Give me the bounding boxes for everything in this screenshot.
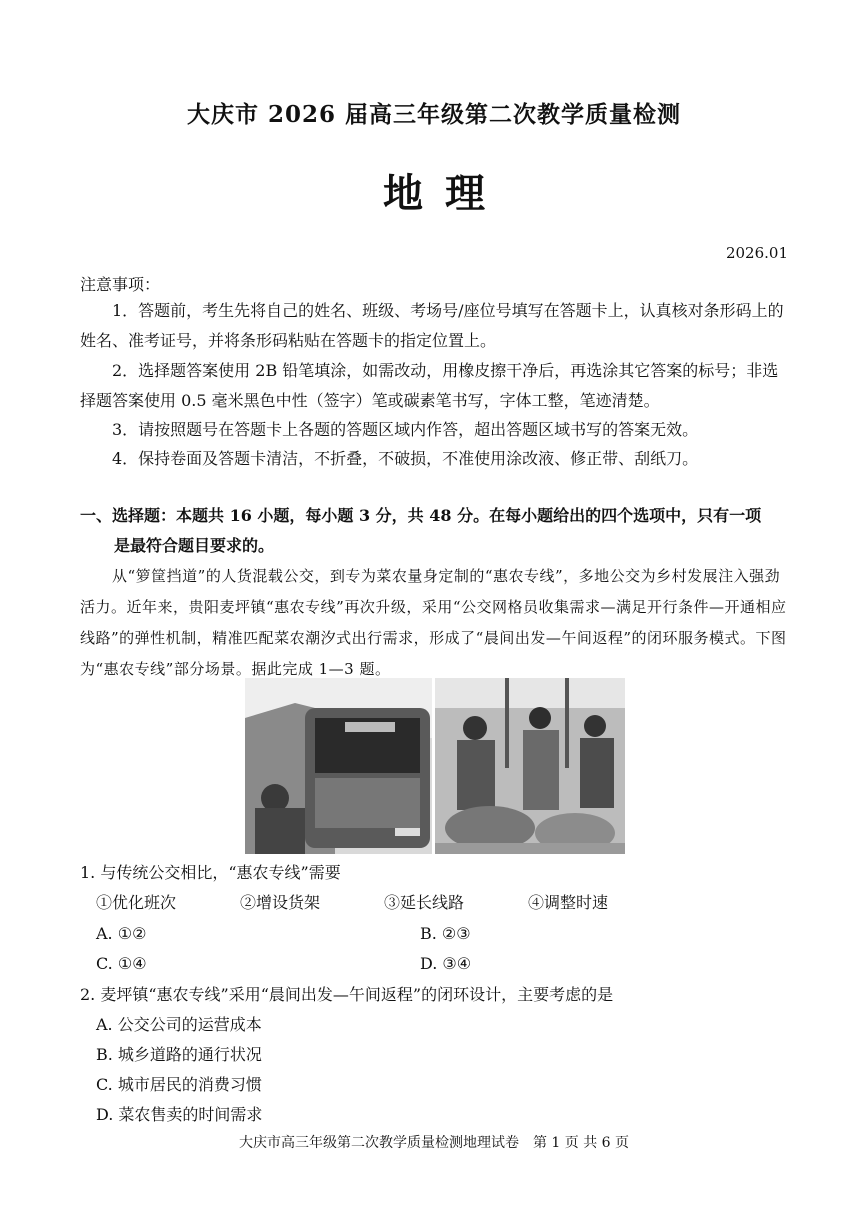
question-2-option-d: D. 菜农售卖的时间需求 bbox=[96, 1105, 263, 1124]
note-item: 4．保持卷面及答题卡清洁，不折叠，不破损，不准使用涂改液、修正带、刮纸刀。 bbox=[112, 449, 699, 468]
question-1-stem: 1. 与传统公交相比，“惠农专线”需要 bbox=[80, 863, 341, 882]
material-intro: 从“箩筐挡道”的人货混载公交，到专为菜农量身定制的“惠农专线”，多地公交为乡村发展注入强劲活力。近年来，贵阳麦坪镇“惠农专线”再次升级，采用“公交网格员收集需求—满足开行条件—开通相应线路”的弹性机制，精准匹配菜农潮汐式出行需求，形成了“晨间出发—午间返程”的闭环服务模式。下图为“惠农专线”部分场景。据此完成 1—3 题。 bbox=[80, 567, 787, 678]
question-2-option-c: C. 城市居民的消费习惯 bbox=[96, 1075, 262, 1094]
subject-title: 地理 bbox=[383, 170, 507, 217]
section-heading-cont: 是最符合题目要求的。 bbox=[114, 536, 275, 555]
question-1-option-b: B. ②③ bbox=[420, 924, 471, 943]
exam-title: 大庆市 2026 届高三年级第二次教学质量检测 bbox=[186, 101, 682, 128]
note-item: 3．请按照题号在答题卡上各题的答题区域内作答，超出答题区域书写的答案无效。 bbox=[112, 420, 699, 439]
scene-photos bbox=[245, 678, 625, 854]
question-1-option-c: C. ①④ bbox=[96, 954, 147, 973]
notes-heading: 注意事项： bbox=[80, 275, 161, 294]
question-1-option-d: D. ③④ bbox=[420, 954, 472, 973]
exam-date: 2026.01 bbox=[725, 244, 788, 262]
bus-interior-photo bbox=[435, 678, 625, 854]
question-2-option-b: B. 城乡道路的通行状况 bbox=[96, 1045, 262, 1064]
question-2-option-a: A. 公交公司的运营成本 bbox=[96, 1015, 262, 1034]
question-1-items: ①优化班次 ②增设货架 ③延长线路 ④调整时速 bbox=[96, 893, 609, 912]
question-1-option-a: A. ①② bbox=[96, 924, 147, 943]
page-footer: 大庆市高三年级第二次教学质量检测地理试卷 第 1 页 共 6 页 bbox=[238, 1135, 630, 1151]
question-2-stem: 2. 麦坪镇“惠农专线”采用“晨间出发—午间返程”的闭环设计，主要考虑的是 bbox=[80, 985, 614, 1004]
section-heading: 一、选择题：本题共 16 小题，每小题 3 分，共 48 分。在每小题给出的四个选项中，只有一项 bbox=[80, 506, 762, 525]
note-item: 2．选择题答案使用 2B 铅笔填涂，如需改动，用橡皮擦干净后，再选涂其它答案的标号；非选择题答案使用 0.5 毫米黑色中性（签字）笔或碳素笔书写，字体工整，笔迹清楚。 bbox=[80, 361, 779, 410]
bus-exterior-photo bbox=[245, 678, 432, 854]
note-item: 1．答题前，考生先将自己的姓名、班级、考场号/座位号填写在答题卡上，认真核对条形码上的姓名、准考证号，并将条形码粘贴在答题卡的指定位置上。 bbox=[80, 301, 784, 350]
